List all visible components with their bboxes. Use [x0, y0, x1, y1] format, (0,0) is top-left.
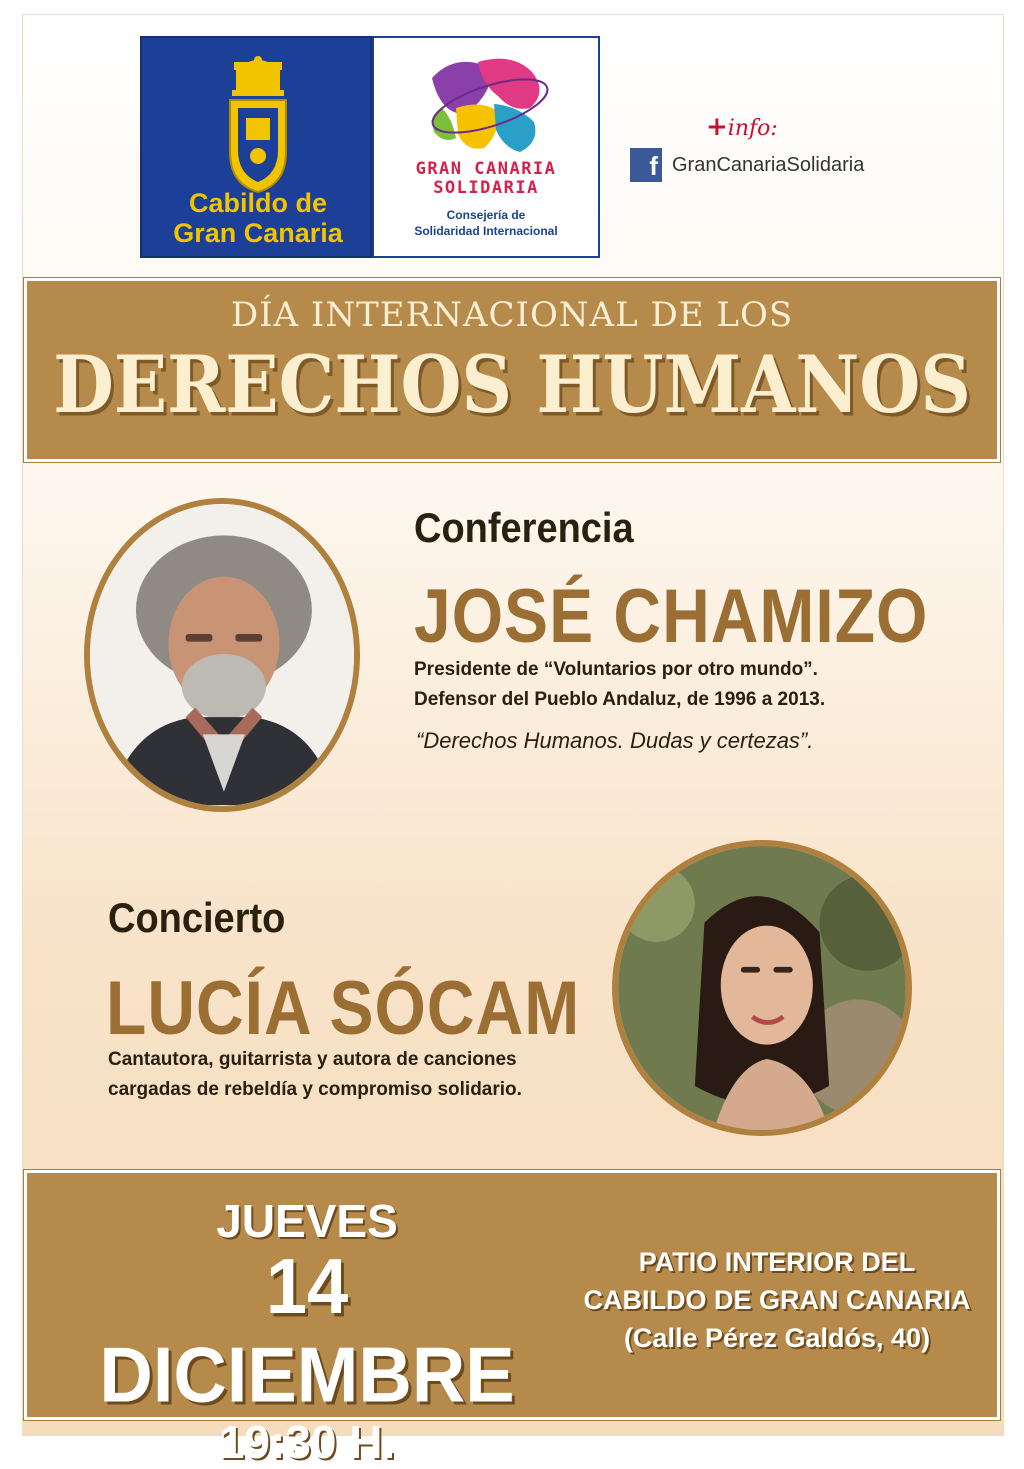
concert-artist-name: LUCÍA SÓCAM: [106, 965, 581, 1051]
cabildo-logo: [140, 36, 372, 258]
concert-desc-line2: cargadas de rebeldía y compromiso solidario.: [108, 1079, 522, 1100]
gran-canaria-solidaria-logo: [372, 36, 600, 258]
conference-desc-line1: Presidente de “Voluntarios por otro mundo”.: [414, 659, 818, 680]
gcs-subtitle-line1: Consejería de: [446, 208, 526, 222]
venue-line3: (Calle Pérez Galdós, 40): [623, 1323, 931, 1353]
plus-icon: +: [706, 112, 728, 142]
crest-icon: [220, 56, 296, 196]
event-day: JUEVES: [216, 1195, 398, 1247]
gcs-title-line2: SOLIDARIA: [433, 178, 539, 198]
event-date-block: [57, 1195, 557, 1469]
cabildo-name-line2: Gran Canaria: [173, 218, 343, 248]
title-banner: [24, 278, 1000, 462]
concert-desc-line1: Cantautora, guitarrista y autora de canciones: [108, 1049, 517, 1070]
conference-title-quote: “Derechos Humanos. Dudas y certezas”.: [416, 728, 814, 753]
conference-speaker-name: JOSÉ CHAMIZO: [414, 573, 929, 659]
man-portrait-icon: [90, 504, 354, 806]
facebook-page-name: GranCanariaSolidaria: [672, 153, 865, 176]
info-label: [706, 112, 778, 142]
info-text: info:: [727, 116, 778, 141]
cabildo-name-line1: Cabildo de: [188, 188, 327, 218]
title-line1: DÍA INTERNACIONAL DE LOS: [230, 295, 794, 335]
facebook-icon: f: [630, 148, 662, 182]
event-details-banner: [24, 1170, 1000, 1468]
world-map-icon: [422, 48, 552, 158]
woman-portrait-icon: [618, 846, 906, 1130]
event-date: 14 DICIEMBRE: [99, 1242, 515, 1419]
portrait-lucia-socam: [612, 840, 912, 1136]
conference-desc-line2: Defensor del Pueblo Andaluz, de 1996 a 2013.: [414, 689, 826, 710]
gcs-title-line1: GRAN CANARIA: [415, 159, 557, 179]
venue-line2: CABILDO DE GRAN CANARIA: [583, 1285, 971, 1315]
title-line2: DERECHOS HUMANOS: [53, 338, 971, 431]
venue-line1: PATIO INTERIOR DEL: [638, 1247, 916, 1277]
facebook-link[interactable]: [630, 148, 864, 182]
concert-label: Concierto: [108, 895, 286, 943]
conference-label: Conferencia: [414, 505, 634, 553]
event-time: 19:30 H.: [218, 1416, 396, 1468]
event-venue: [567, 1243, 987, 1357]
portrait-jose-chamizo: [84, 498, 360, 812]
gcs-subtitle-line2: Solidaridad Internacional: [414, 224, 558, 238]
